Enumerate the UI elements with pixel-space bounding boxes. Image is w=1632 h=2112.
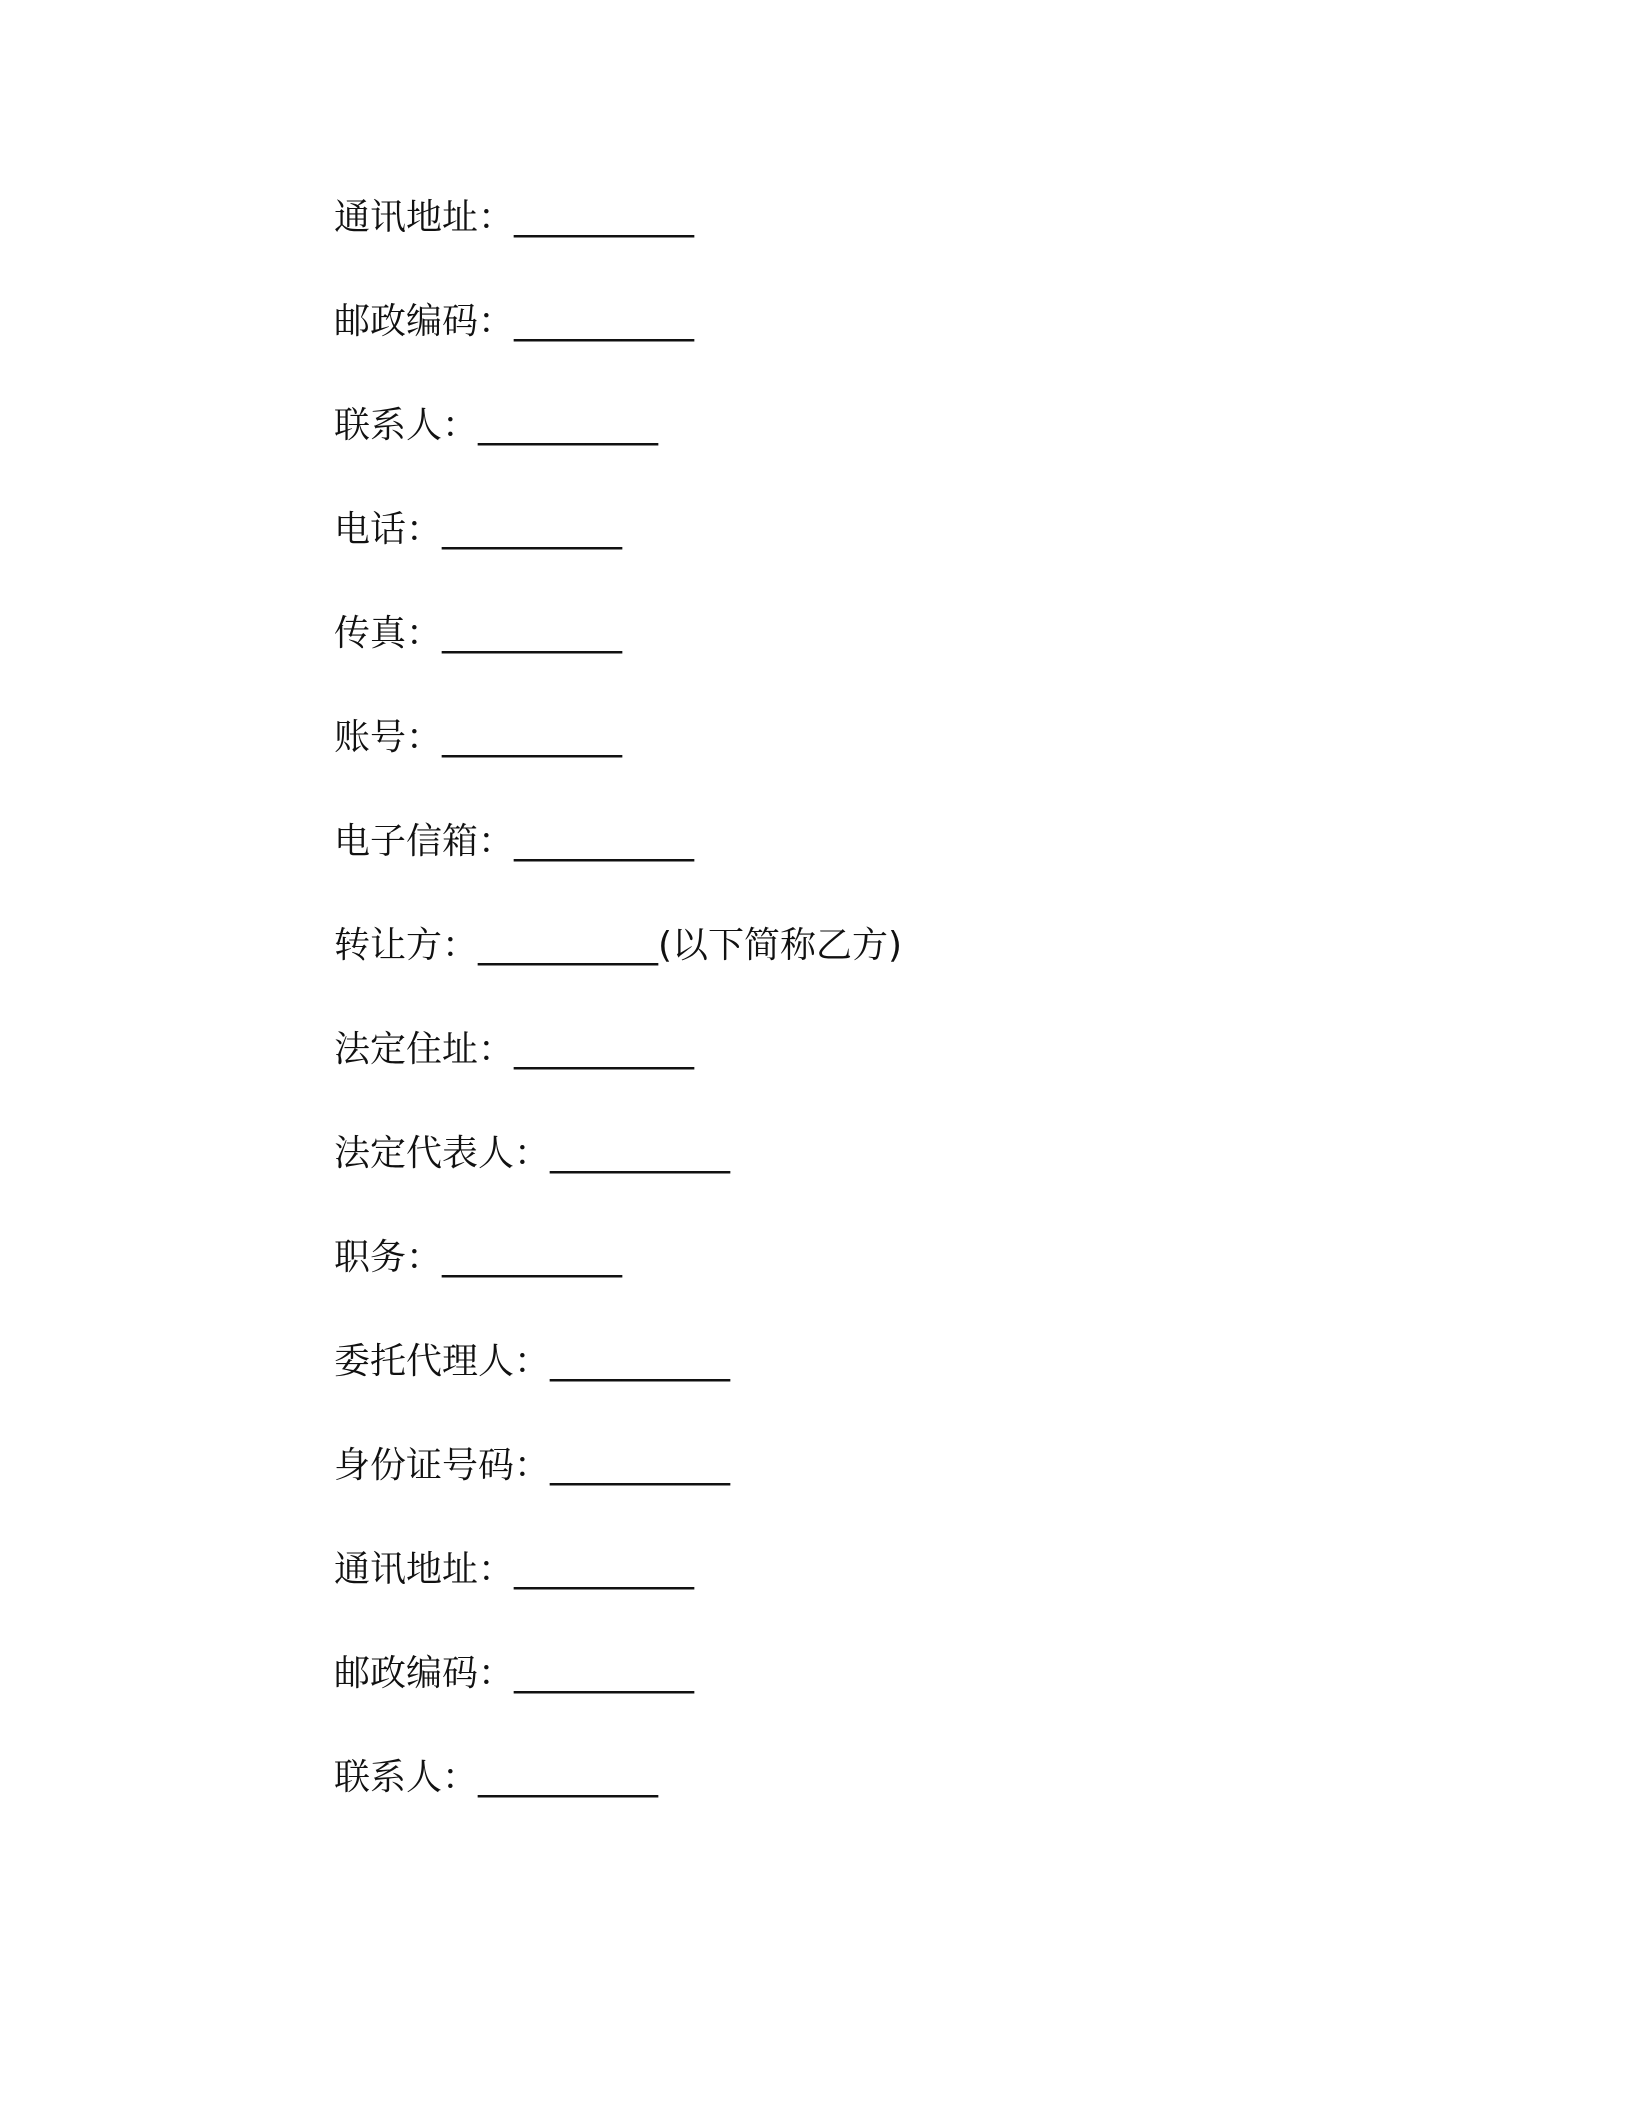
- field-authorized-agent: 委托代理人：__________: [334, 1341, 731, 1382]
- field-contact-person: 联系人：__________: [334, 405, 659, 446]
- field-legal-address: 法定住址：__________: [334, 1029, 695, 1070]
- field-postal-code-2: 邮政编码：__________: [334, 1653, 695, 1694]
- field-account-number: 账号：__________: [334, 717, 623, 758]
- field-transferor: 转让方：__________(以下简称乙方): [334, 925, 903, 966]
- field-fax: 传真：__________: [334, 613, 623, 654]
- form-field-list: [334, 188, 1534, 1852]
- field-mailing-address-2: 通讯地址：__________: [334, 1549, 695, 1590]
- field-position: 职务：__________: [334, 1237, 623, 1278]
- field-id-number: 身份证号码：__________: [334, 1445, 731, 1486]
- field-email: 电子信箱：__________: [334, 821, 695, 862]
- field-postal-code: 邮政编码：__________: [334, 301, 695, 342]
- field-phone: 电话：__________: [334, 509, 623, 550]
- field-contact-person-2: 联系人：__________: [334, 1757, 659, 1798]
- field-mailing-address: 通讯地址：__________: [334, 197, 695, 238]
- field-legal-representative: 法定代表人：__________: [334, 1133, 731, 1174]
